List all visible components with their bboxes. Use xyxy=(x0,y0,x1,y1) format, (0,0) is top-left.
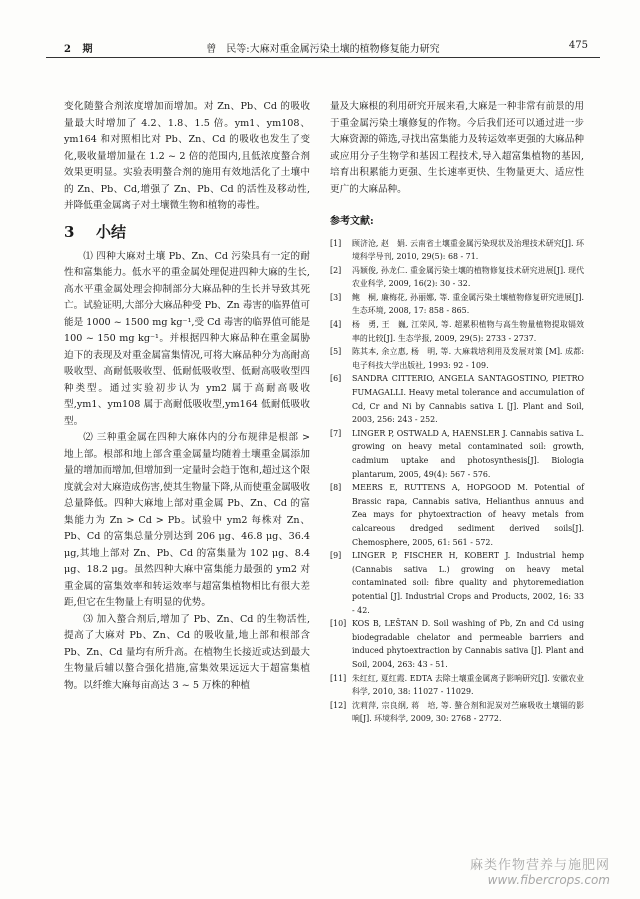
page-number: 475 xyxy=(568,40,588,51)
paragraph-continued-right: 量及大麻根的利用研究开展来看,大麻是一种非常有前景的用于重金属污染土壤修复的作物。今后我们还可以通过进一步大麻资源的筛选,寻找出富集能力及转运效率更强的大麻品种或应用分子生物学和基因工程技术,导入超富集植物的基因,培育出积累能力更强、生长速率更快、生物量更大、适应性更广的大麻品种。 xyxy=(330,101,584,195)
references-list xyxy=(330,237,584,726)
page-header xyxy=(46,40,600,58)
header-rule xyxy=(46,57,600,58)
reference-number: [5] xyxy=(330,347,342,357)
reference-number: [3] xyxy=(330,292,342,302)
reference-item xyxy=(330,345,584,372)
reference-text: LINGER P, FISCHER H, KOBERT J. Industrial hemp (Cannabis sativa L.) growing on heavy metal contaminated soil: fibre quality and phytoremediation potential [J]. Industrial Crops and Products, 2002, 16: 33 - 42. xyxy=(352,551,584,615)
reference-text: KOS B, LEŠTAN D. Soil washing of Pb, Zn and Cd using biodegradable chelator and permeable barriers and induced phytoextraction by Cannabis sativa [J]. Plant and Soil, 2004, 263: 43 - 51. xyxy=(352,619,584,669)
reference-item xyxy=(330,617,584,671)
reference-number: [12] xyxy=(330,700,347,710)
watermark-url: www.fibercrops.com xyxy=(487,873,610,887)
reference-number: [9] xyxy=(330,551,342,561)
issue-number: 2 期 xyxy=(64,44,97,55)
reference-item xyxy=(330,318,584,345)
reference-number: [1] xyxy=(330,238,342,248)
references-heading: 参考文献: xyxy=(330,216,374,227)
reference-number: [4] xyxy=(330,320,342,330)
reference-item xyxy=(330,264,584,291)
reference-text: SANDRA CITTERIO, ANGELA SANTAGOSTINO, PIETRO FUMAGALLI. Heavy metal tolerance and accumulation of Cd, Cr and Ni by Cannabis sativa L [J]. Plant and Soil, 2003, 256: 243 - 252. xyxy=(352,374,584,425)
reference-item xyxy=(330,237,584,264)
conclusion-3: ⑶ 加入螯合剂后,增加了 Pb、Zn、Cd 的生物活性,提高了大麻对 Pb、Zn、Cd 的吸收量,地上部和根部含 Pb、Zn、Cd 量均有所升高。在植物生长接近或达到最大生物量后辅以螯合强化措施,富集效果远远大于超富集植物。以纤维大麻每亩高达 3 ~ 5 万株的种植 xyxy=(64,613,310,691)
watermark-title: 麻类作物营养与施肥网 xyxy=(469,858,610,873)
section-title: 小结 xyxy=(96,222,127,241)
reference-text: 杨 勇, 王 巍, 江荣风, 等. 超累积植物与高生物量植物提取镉效率的比较[J]. 生态学报, 2009, 29(5): 2733 - 2737. xyxy=(352,320,584,343)
reference-number: [10] xyxy=(330,619,347,629)
reference-text: 冯颖俊, 孙龙仁. 重金属污染土壤的植物修复技术研究进展[J]. 现代农业科学, 2009, 16(2): 30 - 32. xyxy=(352,265,584,289)
reference-item xyxy=(330,372,584,426)
reference-item xyxy=(330,427,584,481)
reference-number: [11] xyxy=(330,673,347,683)
conclusion-1: ⑴ 四种大麻对土壤 Pb、Zn、Cd 污染具有一定的耐性和富集能力。低水平的重金属处理促进四种大麻的生长,高水平重金属处理会抑制部分大麻品种的生长并导致其死亡。试验证明,大部分大麻品种受 Pb、Zn 毒害的临界值可能是 1000 ~ 1500 mg kg⁻¹,受 Cd 毒害的临界值可能是 100 ~ 150 mg kg⁻¹。并根据四种大麻品种在重金属胁迫下的表现及对重金属富集情况,可将大麻品种分为高耐高吸收型、高耐低吸收型、低耐低吸收型、低耐高吸收型四种类型。通过实验初步认为 ym2 属于高耐高吸收型,ym1、ym108 属于高耐低吸收型,ym164 低耐低吸收型。 xyxy=(64,250,310,427)
reference-item xyxy=(330,549,584,617)
reference-text: 顾济沧, 赵 娟. 云南省土壤重金属污染现状及治理技术研究[J]. 环境科学导刊, 2010, 29(5): 68 - 71. xyxy=(352,238,584,262)
paragraph-continued: 变化随螯合剂浓度增加而增加。对 Zn、Pb、Cd 的吸收量最大时增加了 4.2、1.8、1.5 倍。ym1、ym108、ym164 和对照相比对 Pb、Zn、Cd 的吸收也发生了变化,吸收量增加量在 1.2 ~ 2 倍的范围内,且低浓度螯合剂效果更明显。实验表明螯合剂的施用有效地活化了土壤中的 Zn、Pb、Cd,增强了 Zn、Pb、Cd 的活性及移动性,并降低重金属离子对土壤微生物和植物的毒性。 xyxy=(64,101,310,211)
reference-item xyxy=(330,699,584,726)
reference-text: LINGER P, OSTWALD A, HAENSLER J. Cannabis sativa L. growing on heavy metal contaminated soil: growth, cadmium uptake and photosynthesis[J]. Biologia plantarum, 2005, 49(4): 567 - 576. xyxy=(352,428,584,479)
conclusion-2: ⑵ 三种重金属在四种大麻体内的分布规律是根部 > 地上部。根部和地上部含重金属量均随着土壤重金属添加量的增加而增加,但增加到一定量时会趋于饱和,超过这个限度就会对大麻造成伤害,使其生物量下降,从而使重金属吸收总量降低。四种大麻地上部对重金属 Pb、Zn、Cd 的富集能力为 Zn > Cd > Pb。试验中 ym2 每株对 Zn、Pb、Cd 的富集总量分别达到 206 μg、46.8 μg、36.4 μg,其地上部对 Zn、Pb、Cd 的富集量为 102 μg、8.4 μg、18.2 μg。虽然四种大麻中富集能力最强的 ym2 对重金属的富集效率和转运效率与超富集植物相比有很大差距,但它在生物量上有明显的优势。 xyxy=(64,432,310,608)
site-watermark xyxy=(470,854,610,887)
left-column xyxy=(64,99,310,694)
running-title: 曾 民等:大麻对重金属污染土壤的植物修复能力研究 xyxy=(206,44,440,55)
section-number: 3 xyxy=(64,222,75,241)
reference-item xyxy=(330,481,584,549)
reference-number: [8] xyxy=(330,483,342,493)
reference-text: 鲍 桐, 廉梅花, 孙丽娜, 等. 重金属污染土壤植物修复研究进展[J]. 生态环境, 2008, 17: 858 - 865. xyxy=(352,292,584,316)
right-column xyxy=(330,99,584,726)
reference-number: [2] xyxy=(330,265,342,275)
reference-number: [6] xyxy=(330,374,342,384)
reference-item xyxy=(330,291,584,318)
reference-text: 沈莉萍, 宗良纲, 蒋 培, 等. 螯合剂和泥炭对苎麻吸收土壤镉的影响[J]. 环境科学, 2009, 30: 2768 - 2772. xyxy=(352,700,584,724)
reference-text: MEERS E, RUTTENS A, HOPGOOD M. Potential of Brassic rapa, Cannabis sativa, Helianthus annuus and Zea mays for phytoextraction of heavy metals from calcareous dredged sediment derived soils[J]. Chemosphere, 2005, 61: 561 - 572. xyxy=(352,483,584,547)
reference-text: 朱红红, 夏红霞. EDTA 去除土壤重金属离子影响研究[J]. 安徽农业科学, 2010, 38: 11027 - 11029. xyxy=(352,673,584,697)
reference-text: 陈其本, 余立惠, 杨 明, 等. 大麻栽培利用及发展对策 [M]. 成都: 电子科技大学出版社, 1993: 92 - 109. xyxy=(352,347,584,370)
section-heading xyxy=(64,222,310,242)
reference-item xyxy=(330,672,584,699)
reference-number: [7] xyxy=(330,428,342,438)
